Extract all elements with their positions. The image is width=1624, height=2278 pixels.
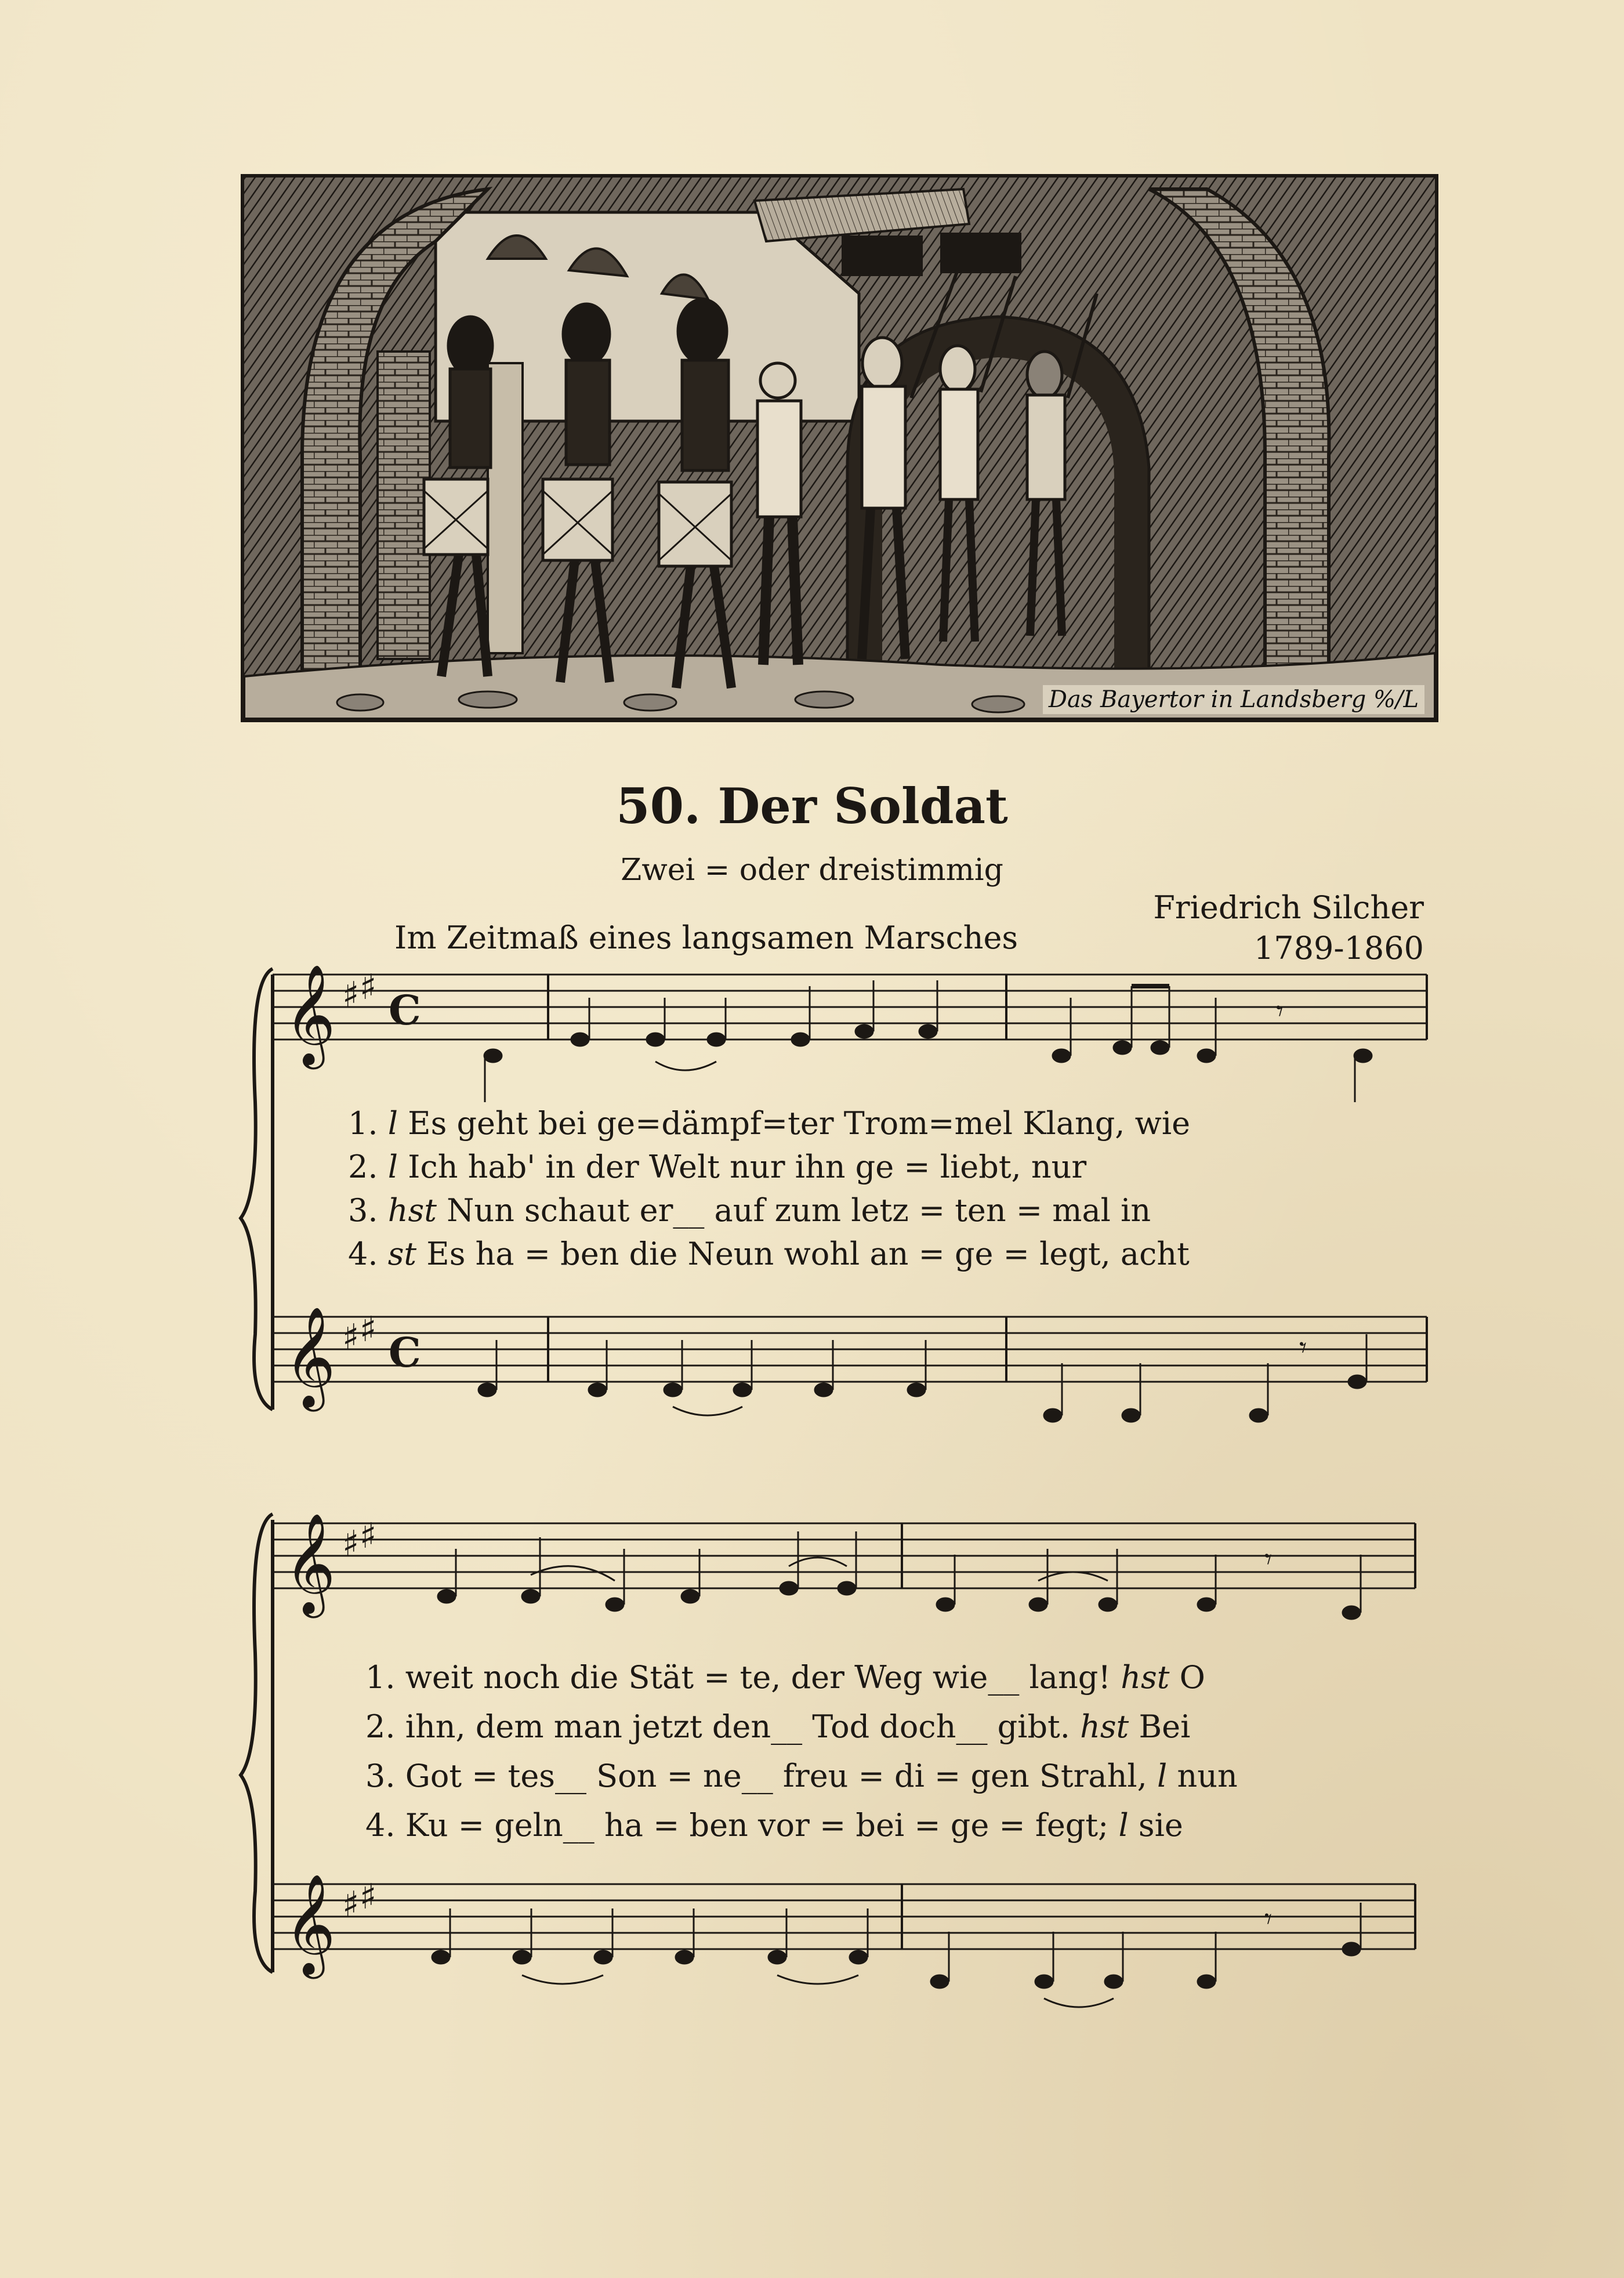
verse-number: 1. [365,1659,396,1696]
sharp-icon: ♯ [342,1523,360,1564]
treble-clef-icon: 𝄞 [284,964,336,1065]
verse-number: 3. [348,1192,378,1229]
lyric-text: ihn, dem man jetzt den__ Tod doch__ gibt. [405,1708,1070,1745]
verse3-line2 [365,1758,1238,1794]
voice-cue: l [387,1105,398,1142]
rest-icon: 𝄾 [1276,994,1284,1028]
composer-name: Friedrich Silcher [1153,889,1424,926]
lyric-text: Es ha = ben die Neun wohl an = ge = legt, acht [426,1236,1190,1272]
verse2-line1 [348,1149,1086,1185]
voice-cue: l [1157,1758,1168,1794]
common-time-icon: C [389,986,421,1034]
verse1-line2 [365,1659,1205,1696]
voice-cue: st [387,1236,417,1272]
lyric-text: Ich hab' in der Welt nur ihn ge = liebt, nur [408,1149,1087,1185]
composer-years: 1789-1860 [1253,930,1424,966]
lyric-text: Es geht bei ge=dämpf=ter Trom=mel Klang, wie [408,1105,1191,1142]
treble-clef-icon: 𝄞 [284,1513,336,1614]
system2-upper-staff [273,1523,1415,1588]
lyric-text: Nun schaut er__ auf zum letz = ten = mal in [447,1192,1151,1229]
voice-cue: l [387,1149,398,1185]
illustration-caption: Das Bayertor in Landsberg %/L [1043,685,1424,714]
tempo-marking: Im Zeitmaß eines langsamen Marsches [394,919,1018,956]
system2-brace [241,1514,273,1972]
verse4-line2 [365,1807,1183,1844]
system1-lower-staff [273,1317,1427,1382]
verse-number: 4. [365,1807,396,1844]
rest-icon: 𝄾 [1264,1542,1273,1576]
treble-clef-icon: 𝄞 [284,1874,336,1975]
sharp-icon: ♯ [360,967,377,1008]
verse-number: 4. [348,1236,378,1272]
common-time-icon: C [389,1328,421,1377]
lyric-tail: sie [1138,1807,1183,1844]
rest-icon: 𝄾 [1299,1331,1307,1364]
lyric-text: Got = tes__ Son = ne__ freu = di = gen Strahl, [405,1758,1147,1794]
sharp-icon: ♯ [360,1877,377,1917]
verse3-line1 [348,1192,1151,1229]
lyric-tail: Bei [1139,1708,1191,1745]
lyric-text: Ku = geln__ ha = ben vor = bei = ge = fegt; [405,1807,1109,1844]
rest-icon: 𝄾 [1264,1902,1273,1936]
verse4-line1 [348,1236,1190,1272]
lyric-text: weit noch die Stät = te, der Weg wie__ lang! [405,1659,1111,1696]
lyric-tail: O [1179,1659,1205,1696]
voice-cue: l [1118,1807,1129,1844]
treble-clef-icon: 𝄞 [284,1306,336,1407]
system2-lower-staff [273,1884,1415,1949]
sharp-icon: ♯ [342,1317,360,1357]
system2-upper-notes [437,1531,1361,1620]
system2-lower-notes [432,1902,1361,2007]
voice-cue: hst [387,1192,437,1229]
verse-number: 1. [348,1105,378,1142]
verse-number: 2. [365,1708,396,1745]
sharp-icon: ♯ [342,975,360,1015]
system1-lower-notes [478,1331,1366,1422]
lyric-tail: nun [1177,1758,1238,1794]
verse-number: 2. [348,1149,378,1185]
sharp-icon: ♯ [360,1309,377,1350]
verse1-line1 [348,1105,1190,1142]
verse2-line2 [365,1708,1190,1745]
voice-cue: hst [1121,1659,1170,1696]
sharp-icon: ♯ [342,1884,360,1925]
voice-cue: hst [1080,1708,1129,1745]
system1-upper-staff [273,975,1427,1040]
song-subtitle: Zwei = oder dreistimmig [621,853,1003,888]
system1-upper-notes [484,980,1372,1102]
sharp-icon: ♯ [360,1516,377,1556]
song-title: 50. Der Soldat [616,777,1008,835]
system1-brace [241,969,273,1410]
verse-number: 3. [365,1758,396,1794]
